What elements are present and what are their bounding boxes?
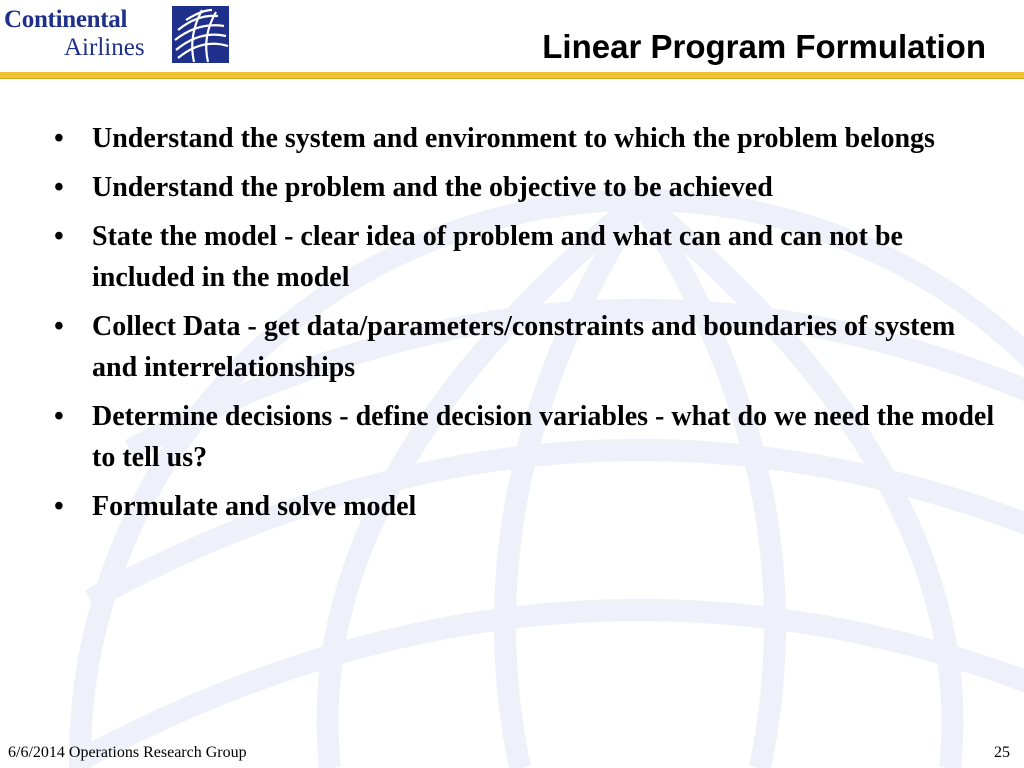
bullet-item: [48, 216, 998, 298]
bullet-dot-icon: •: [54, 401, 64, 432]
bullet-dot-icon: •: [54, 221, 64, 252]
logo-text-continental: Continental: [4, 6, 128, 33]
bullet-text: Understand the system and environment to which the problem belongs: [92, 123, 935, 154]
bullet-item: [48, 118, 998, 159]
bullet-text: State the model - clear idea of problem and what can and can not be included in the model: [92, 221, 903, 293]
footer-date-group: 6/6/2014 Operations Research Group: [8, 744, 247, 761]
bullet-text: Formulate and solve model: [92, 491, 417, 522]
bullet-dot-icon: •: [54, 311, 64, 342]
title-divider-shadow: [0, 78, 1024, 79]
slide-title: Linear Program Formulation: [542, 28, 986, 65]
footer-page-number: 25: [994, 744, 1010, 761]
bullet-dot-icon: •: [54, 172, 64, 203]
bullet-item: [48, 306, 998, 388]
bullet-item: [48, 396, 998, 478]
globe-logo-icon: [172, 6, 229, 63]
bullet-text: Collect Data - get data/parameters/constraints and boundaries of system and interrelationships: [92, 311, 956, 383]
bullet-dot-icon: •: [54, 491, 64, 522]
bullet-item: [48, 167, 998, 208]
bullet-text: Determine decisions - define decision variables - what do we need the model to tell us?: [92, 401, 995, 473]
logo-text-airlines: Airlines: [64, 34, 145, 61]
bullet-item: [48, 486, 998, 527]
bullet-list: [48, 118, 998, 535]
continental-airlines-logo: [0, 4, 240, 64]
bullet-dot-icon: •: [54, 123, 64, 154]
bullet-text: Understand the problem and the objective to be achieved: [92, 172, 773, 203]
